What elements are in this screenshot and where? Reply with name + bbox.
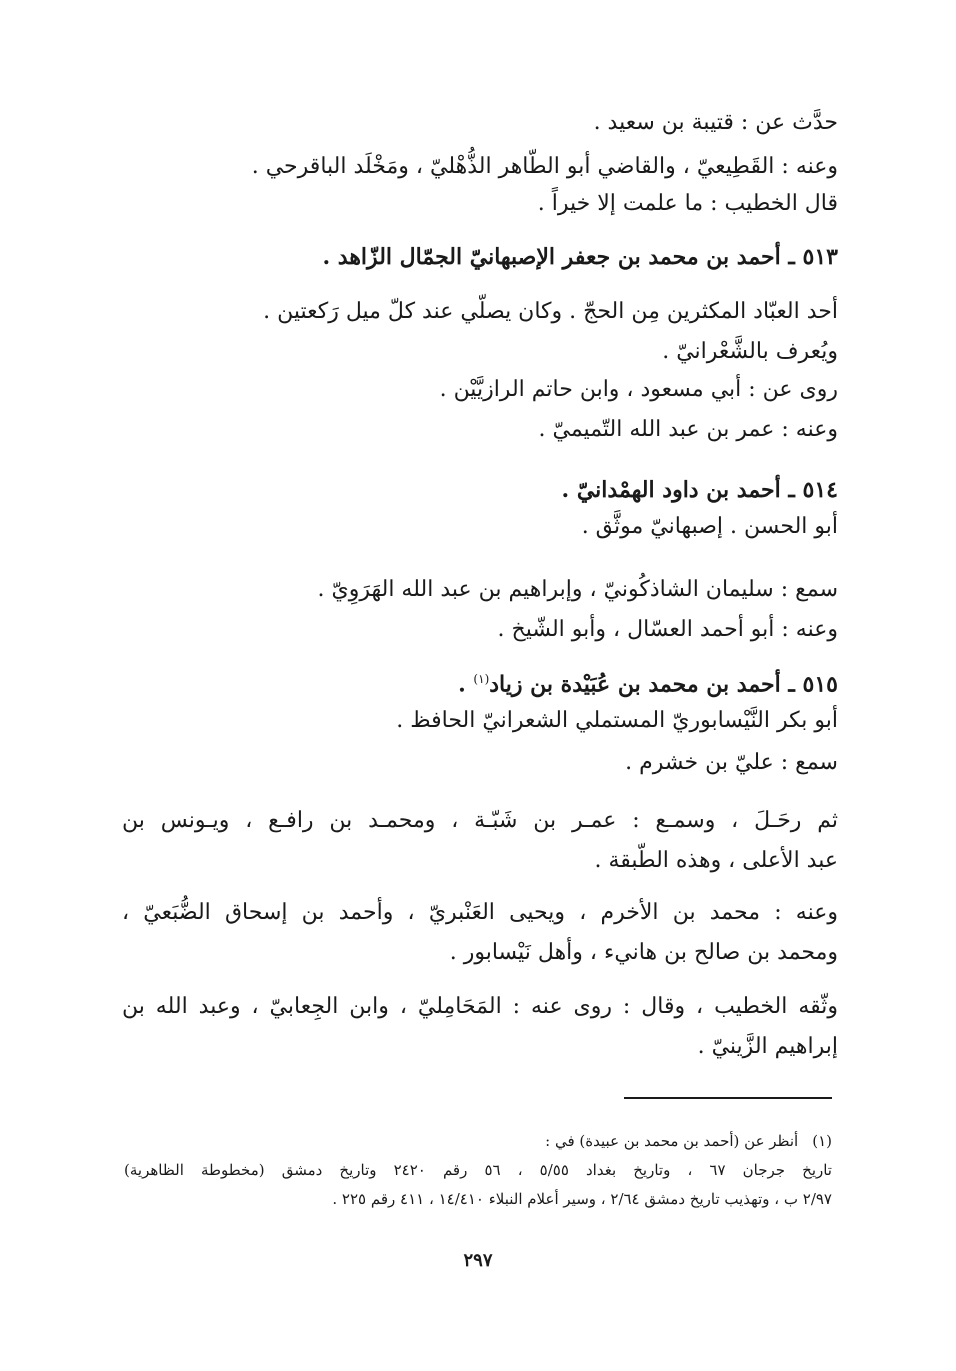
- entry-heading-513: ٥١٣ ـ أحمد بن محمد بن جعفر الإصبهانيّ الجمّال الزّاهد .: [322, 244, 838, 270]
- text-line: وعنه : أبو أحمد العسّال ، وأبو الشّيخ .: [497, 617, 838, 642]
- text-line: أبو بكر النَّيْسابوريّ المستملي الشعرانيّ الحافظ .: [396, 708, 838, 733]
- text-line: ومحمد بن صالح بن هانيء ، وأهل نَيْسابور .: [449, 940, 838, 965]
- footnote-line: ٢/٩٧ ب ، وتهذيب تاريخ دمشق ٢/٦٤ ، وسير أعلام النبلاء ١٤/٤١٠ ، ٤١١ رقم ٢٢٥ .: [332, 1190, 832, 1208]
- entry-heading-514: ٥١٤ ـ أحمد بن داود الهمْدانيّ .: [561, 477, 838, 503]
- text-line: وعنه : محمد بن الأخرم ، ويحيى العَنْبريّ ، وأحمد بن إسحاق الضُّبَعيّ ،: [122, 900, 838, 925]
- entry-heading-515-text: ٥١٥ ـ أحمد بن محمد بن عُبَيْدة بن زياد: [489, 671, 838, 698]
- text-line: وعنه : القَطِيعيّ ، والقاضي أبو الطّاهر الذُّهْليّ ، ومَخْلَد الباقرحي .: [251, 154, 838, 179]
- text-line: سمع : عليّ بن خشرم .: [625, 750, 838, 775]
- text-line: أحد العبّاد المكثرين مِن الحجّ . وكان يصلّي عند كلّ ميل رَكعتين .: [263, 299, 838, 324]
- footnote-text: أنظر عن (أحمد بن محمد بن عبيدة) في :: [545, 1132, 799, 1150]
- entry-heading-515: [458, 664, 838, 699]
- text-line: وثّقه الخطيب ، وقال : روى عنه : المَحَامِليّ ، وابن الجِعابيّ ، وعبد الله بن: [122, 994, 838, 1019]
- footnote-line: [545, 1130, 832, 1152]
- footnote-line: تاريخ جرجان ٦٧ ، وتاريخ بغداد ٥/٥٥ ، ٥٦ رقم ٢٤٢٠ وتاريخ دمشق (مخطوطة الظاهرية): [124, 1161, 832, 1179]
- text-line: أبو الحسن . إصبهانيّ موثَّق .: [581, 514, 838, 539]
- page-number: ٢٩٧: [463, 1250, 493, 1271]
- footnote-mark: (١): [812, 1132, 832, 1150]
- text-line: إبراهيم الزَّينيّ .: [697, 1034, 838, 1059]
- text-line: قال الخطيب : ما علمت إلا خيراً .: [537, 191, 838, 216]
- text-line: ويُعرف بالشَّعْرانيّ .: [662, 339, 838, 364]
- footnote-divider: [624, 1097, 832, 1099]
- text-line: ثم رحَـلَ ، وسمـع : عمـر بن شَبّـة ، ومحمـد بن رافـع ، ويـونس بن: [122, 808, 838, 833]
- text-line: روى عن : أبي مسعود ، وابن حاتم الرازيَّيْن .: [439, 377, 838, 402]
- footnote-reference: (١): [473, 672, 490, 686]
- text-line: وعنه : عمر بن عبد الله التّميميّ .: [538, 417, 838, 442]
- text-line: سمع : سليمان الشاذكُونيّ ، وإبراهيم بن عبد الله الهَرَوِيّ .: [317, 577, 838, 602]
- text-line: عبد الأعلى ، وهذه الطّبقة .: [594, 848, 838, 873]
- text-line: حدَّث عن : قتيبة بن سعيد .: [593, 110, 838, 135]
- entry-heading-515-end: .: [458, 671, 474, 698]
